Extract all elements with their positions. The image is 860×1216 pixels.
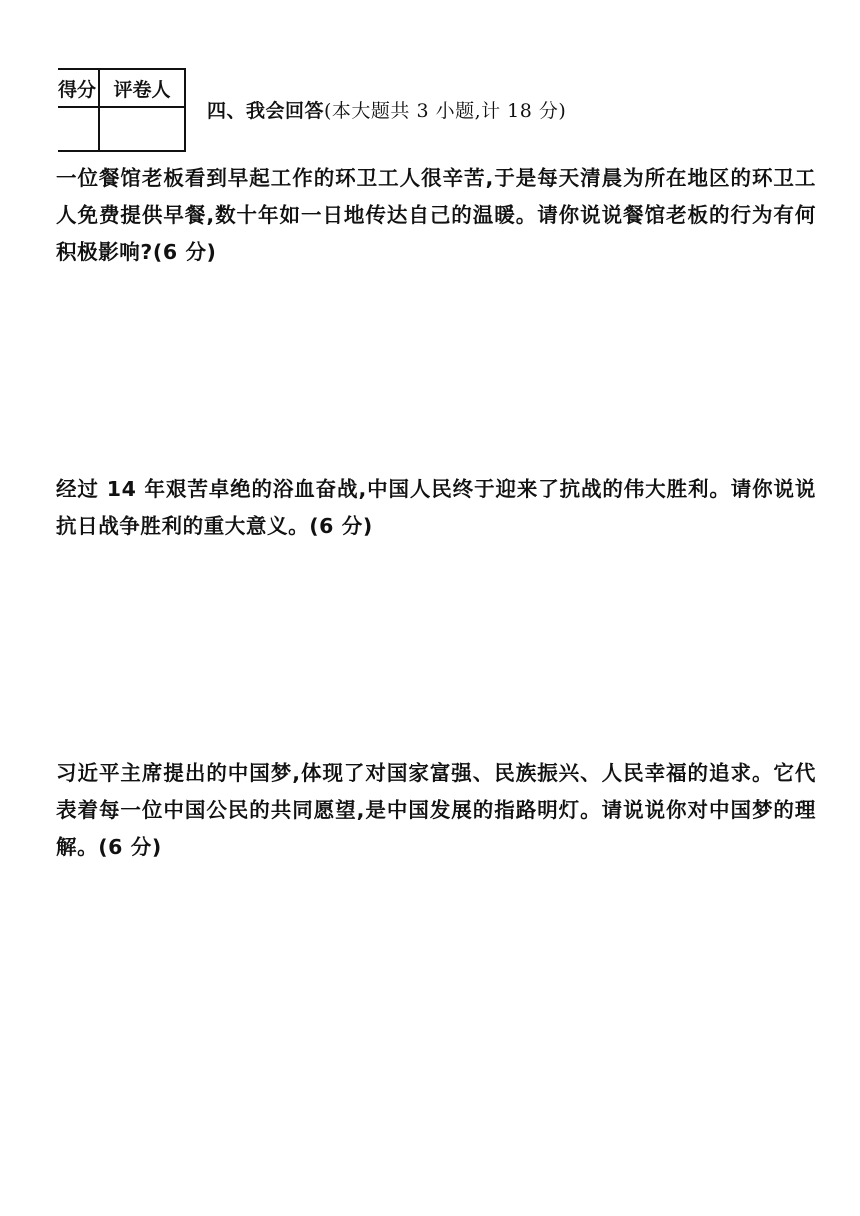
grader-entry-cell[interactable] (99, 107, 185, 151)
question-2: 经过 14 年艰苦卓绝的浴血奋战,中国人民终于迎来了抗战的伟大胜利。请你说说抗日战争胜利的重大意义。(6 分) (56, 477, 816, 538)
question-3: 习近平主席提出的中国梦,体现了对国家富强、民族振兴、人民幸福的追求。它代表着每一位中国公民的共同愿望,是中国发展的指路明灯。请说说你对中国梦的理解。(6 分) (56, 761, 816, 859)
score-label: 得分 (57, 78, 96, 101)
grader-header-cell: 评卷人 (99, 69, 185, 107)
section-header (207, 96, 566, 123)
score-header-cell (58, 69, 99, 107)
question-1: 一位餐馆老板看到早起工作的环卫工人很辛苦,于是每天清晨为所在地区的环卫工人免费提供早餐,数十年如一日地传达自己的温暖。请你说说餐馆老板的行为有何积极影响?(6 分) (56, 166, 816, 264)
score-entry-cell[interactable] (58, 107, 99, 151)
score-grader-table (58, 68, 186, 152)
section-title: 四、我会回答 (207, 100, 325, 122)
section-note: (本大题共 3 小题,计 18 分) (324, 100, 567, 122)
